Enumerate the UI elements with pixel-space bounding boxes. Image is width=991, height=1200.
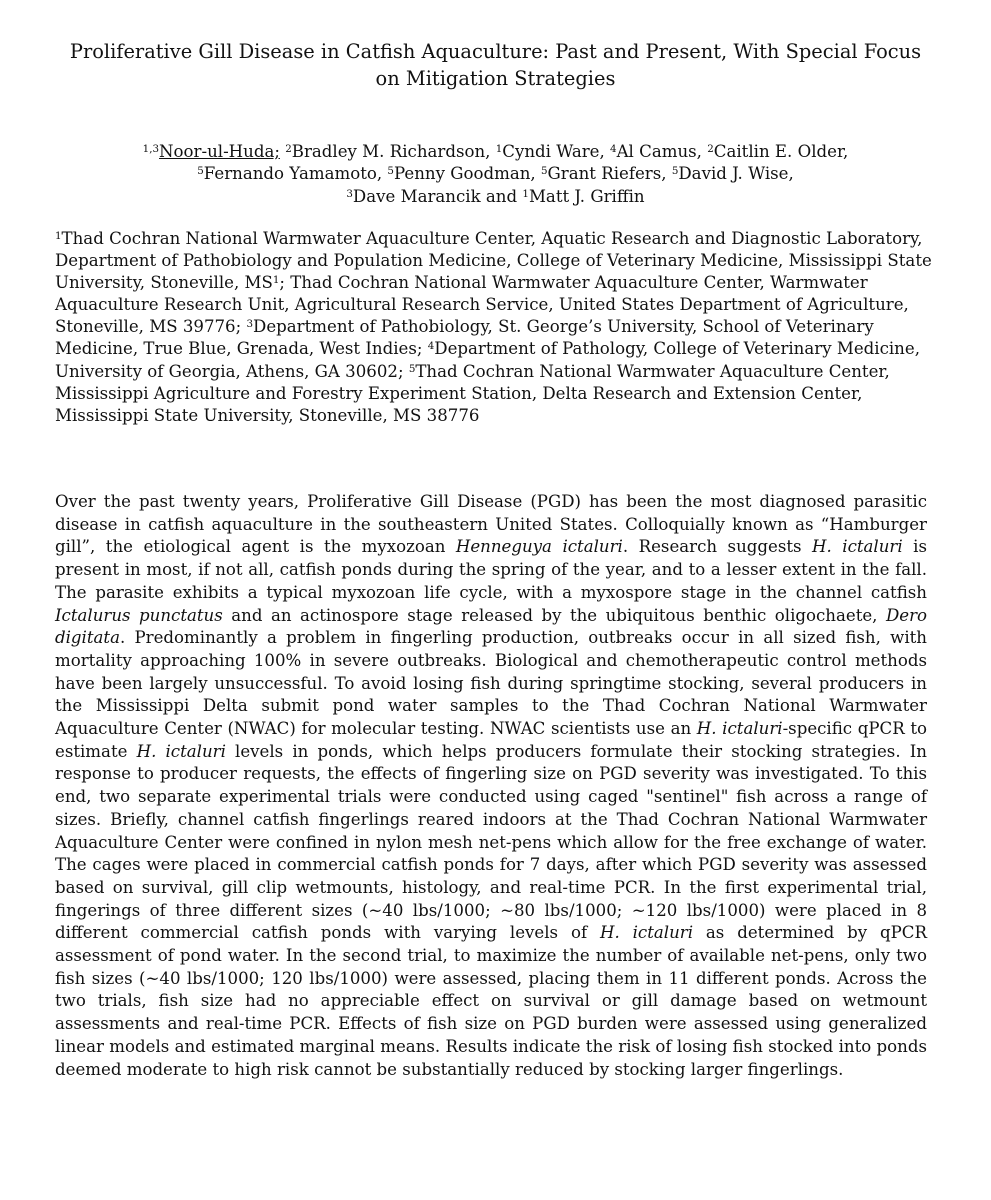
abstract-text: . Predominantly a problem in fingerling production, outbreaks occur in all sized fish, with mortality approaching 100% in severe outbreaks. Biological and chemotherapeutic control methods have been largely unsuccessful. To avoid losing fish during springtime stocking, several producers in the Mississippi Delta submit pond water samples to the Thad Cochran National Warmwater Aquaculture Center (NWAC) for molecular testing. NWAC scientists use an: [55, 628, 927, 739]
author-name: Matt J. Griffin: [528, 186, 645, 206]
affiliation-marker: 3: [246, 318, 254, 331]
author-name: Dave Marancik: [352, 186, 481, 206]
abstract-text: is present in most, if not all, catfish ponds during the spring of the year, and to a lesser extent in the fall. The parasite exhibits a typical myxozoan life cycle, with a myxospore stage in the channel catfish: [55, 537, 927, 602]
author-name: Al Camus,: [616, 142, 702, 161]
affiliation-text: ; Thad Cochran National Warmwater Aquaculture Center, Warmwater Aquaculture Research Unit, Agricultural Research Service, United States Department of Agriculture, Stoneville, MS 39776;: [55, 273, 909, 337]
abstract-text: as determined by qPCR assessment of pond water. In the second trial, to maximize the number of available net-pens, only two fish sizes (~40 lbs/1000; 120 lbs/1000) were assessed, placing them in 11 different ponds. Across the two trials, fish size had no appreciable effect on survival or gill damage based on wetmount assessments and real-time PCR. Effects of fish size on PGD burden were assessed using generalized linear models and estimated marginal means. Results indicate the risk of losing fish stocked into ponds deemed moderate to high risk cannot be substantially reduced by stocking larger fingerlings.: [55, 923, 927, 1079]
abstract-text: levels in ponds, which helps producers formulate their stocking strategies. In response to producer requests, the effects of fingerling size on PGD severity was investigated. To this end, two separate experimental trials were conducted using caged "sentinel" fish across a range of sizes. Briefly, channel catfish fingerlings reared indoors at the Thad Cochran National Warmwater Aquaculture Center were confined in nylon mesh net-pens which allow for the free exchange of water. The cages were placed in commercial catfish ponds for 7 days, after which PGD severity was assessed based on survival, gill clip wetmounts, histology, and real-time PCR. In the first experimental trial, fingerings of three different sizes (~40 lbs/1000; ~80 lbs/1000; ~120 lbs/1000) were placed in 8 different commercial catfish ponds with varying levels of: [55, 741, 927, 943]
author-name: David J. Wise,: [678, 164, 794, 184]
author-name: Penny Goodman,: [393, 164, 536, 184]
author-affiliation-marker: 5: [671, 165, 679, 178]
abstract-italic-term: Henneguya ictaluri: [455, 537, 623, 557]
abstract-text: Over the past twenty years, Proliferative Gill Disease (PGD) has been the most diagnosed parasitic disease in catfish aquaculture in the southeastern United States. Colloquially known as “Hamburger gill”, the etiological agent is the myxozoan: [55, 492, 927, 557]
affiliation-marker: 5: [408, 362, 416, 375]
abstract-text: and an actinospore stage released by the ubiquitous benthic oligochaete,: [222, 605, 886, 625]
affiliation-marker: 1: [55, 229, 62, 242]
author-affiliation-marker: 2: [285, 142, 292, 155]
author-affiliation-marker: 1: [522, 187, 529, 200]
affiliation-text: Department of Pathology, College of Veterinary Medicine, University of Georgia, Athens, GA 30602;: [55, 339, 920, 381]
author-name: Cyndi Ware,: [502, 142, 605, 161]
author-affiliation-marker: 1: [495, 142, 503, 155]
author-affiliation-marker: 2: [707, 142, 714, 155]
paper-title: Proliferative Gill Disease in Catfish Aquaculture: Past and Present, With Special Focus on Mitigation Strategies: [69, 40, 922, 90]
abstract-body: [55, 491, 927, 1081]
author-name: Fernando Yamamoto,: [203, 164, 383, 184]
author-affiliation-marker: 3: [346, 187, 353, 200]
affiliation-marker: 4: [427, 340, 435, 353]
author-affiliation-marker: 5: [540, 165, 548, 178]
abstract-italic-term: Ictalurus punctatus: [55, 605, 223, 625]
author-name: Grant Riefers,: [547, 164, 667, 184]
abstract-italic-term: H. ictaluri: [696, 719, 783, 739]
abstract-italic-term: Dero digitata: [55, 605, 927, 648]
affiliation-text: Thad Cochran National Warmwater Aquaculture Center, Mississippi Agriculture and Forestry Experiment Station, Delta Research and Extension Center, Mississippi State University, Stoneville, MS 38776: [55, 361, 890, 425]
abstract-text: -specific qPCR to estimate: [55, 719, 927, 761]
affiliation-text: Department of Pathobiology, St. George’s University, School of Veterinary Medicine, True Blue, Grenada, West Indies;: [55, 317, 874, 359]
author-name-underlined: Noor-ul-Huda;: [159, 142, 280, 161]
affiliation-text: Thad Cochran National Warmwater Aquaculture Center, Aquatic Research and Diagnostic Laboratory, Department of Pathobiology and Population Medicine, College of Veterinary Medicine, Mississippi State University, Stoneville, MS: [55, 229, 932, 293]
affiliation-marker: 1: [272, 274, 280, 287]
author-name: Caitlin E. Older,: [713, 142, 849, 161]
author-connector: and: [485, 186, 518, 206]
author-affiliation-marker: 5: [197, 165, 204, 178]
abstract-italic-term: H. ictaluri: [812, 537, 903, 557]
author-list: [40, 141, 951, 208]
author-name: Bradley M. Richardson,: [291, 142, 491, 161]
affiliations: [55, 228, 945, 427]
abstract-italic-term: H. ictaluri: [136, 741, 226, 761]
author-affiliation-marker: 5: [387, 165, 394, 178]
author-affiliation-marker: 1,3: [142, 142, 160, 155]
abstract-text: . Research suggests: [622, 537, 813, 557]
author-affiliation-marker: 4: [610, 142, 617, 155]
abstract-italic-term: H. ictaluri: [599, 923, 694, 943]
